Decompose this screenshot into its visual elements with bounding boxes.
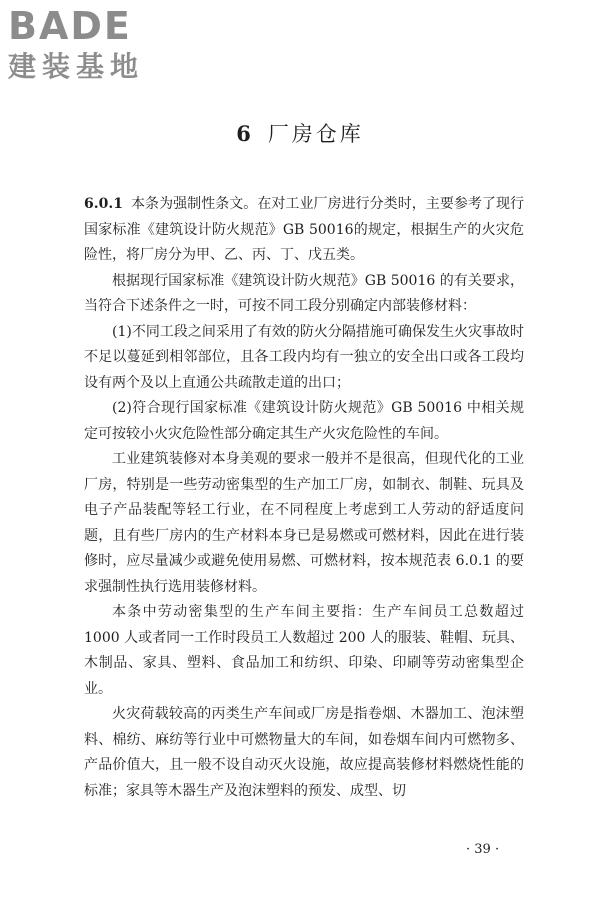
clause-paragraph [84,192,524,269]
logo-subtitle: 建装基地 [8,50,145,83]
paragraph: (2)符合现行国家标准《建筑设计防火规范》GB 50016 中相关规定可按较小火灾危险性部分确定其生产火灾危险性的车间。 [84,400,524,442]
paragraph: 根据现行国家标准《建筑设计防火规范》GB 50016 的有关要求，当符合下述条件之一时，可按不同工段分别确定内部装修材料： [84,272,524,314]
page-number: · 39 · [466,842,500,857]
chapter-number: 6 [236,121,254,146]
paragraph: 火灾荷载较高的丙类生产车间或厂房是指卷烟、木器加工、泡沫塑料、棉纺、麻纺等行业中可燃物量大的车间，如卷烟车间内可燃物多、产品价值大，且一般不设自动灭火设施，故应提高装修材料燃烧性能的标准；家具等木器生产及泡沫塑料的预发、成型、切 [84,706,524,799]
logo-wordmark: BADE [8,4,132,48]
paragraph: 工业建筑装修对本身美观的要求一般并不是很高，但现代化的工业厂房，特别是一些劳动密集型的生产加工厂房，如制衣、制鞋、玩具及电子产品装配等轻工行业，在不同程度上考虑到工人劳动的舒适度问题，且有些厂房内的生产材料本身已是易燃或可燃材料，因此在进行装修时，应尽量减少或避免使用易燃、可燃材料，按本规范表 6.0.1 的要求强制性执行选用装修材料。 [84,451,524,595]
chapter-title-text: 厂房仓库 [267,122,364,146]
paragraph: 本条中劳动密集型的生产车间主要指：生产车间员工总数超过 1000 人或者同一工作时段员工人数超过 200 人的服装、鞋帽、玩具、木制品、家具、塑料、食品加工和纺织、印染、印刷等劳动密集型企业。 [84,604,524,697]
clause-number: 6.0.1 [84,196,123,212]
chapter-title [0,118,600,148]
paragraph: (1)不同工段之间采用了有效的防火分隔措施可确保发生火灾事故时不足以蔓延到相邻部位，且各工段内均有一独立的安全出口或各工段均设有两个及以上直通公共疏散走道的出口； [84,323,524,391]
brand-logo [8,4,144,84]
clause-text: 本条为强制性条文。在对工业厂房进行分类时，主要参考了现行国家标准《建筑设计防火规范》GB 50016的规定，根据生产的火灾危险性，将厂房分为甲、乙、丙、丁、戊五类。 [84,196,524,263]
document-body [84,192,524,804]
